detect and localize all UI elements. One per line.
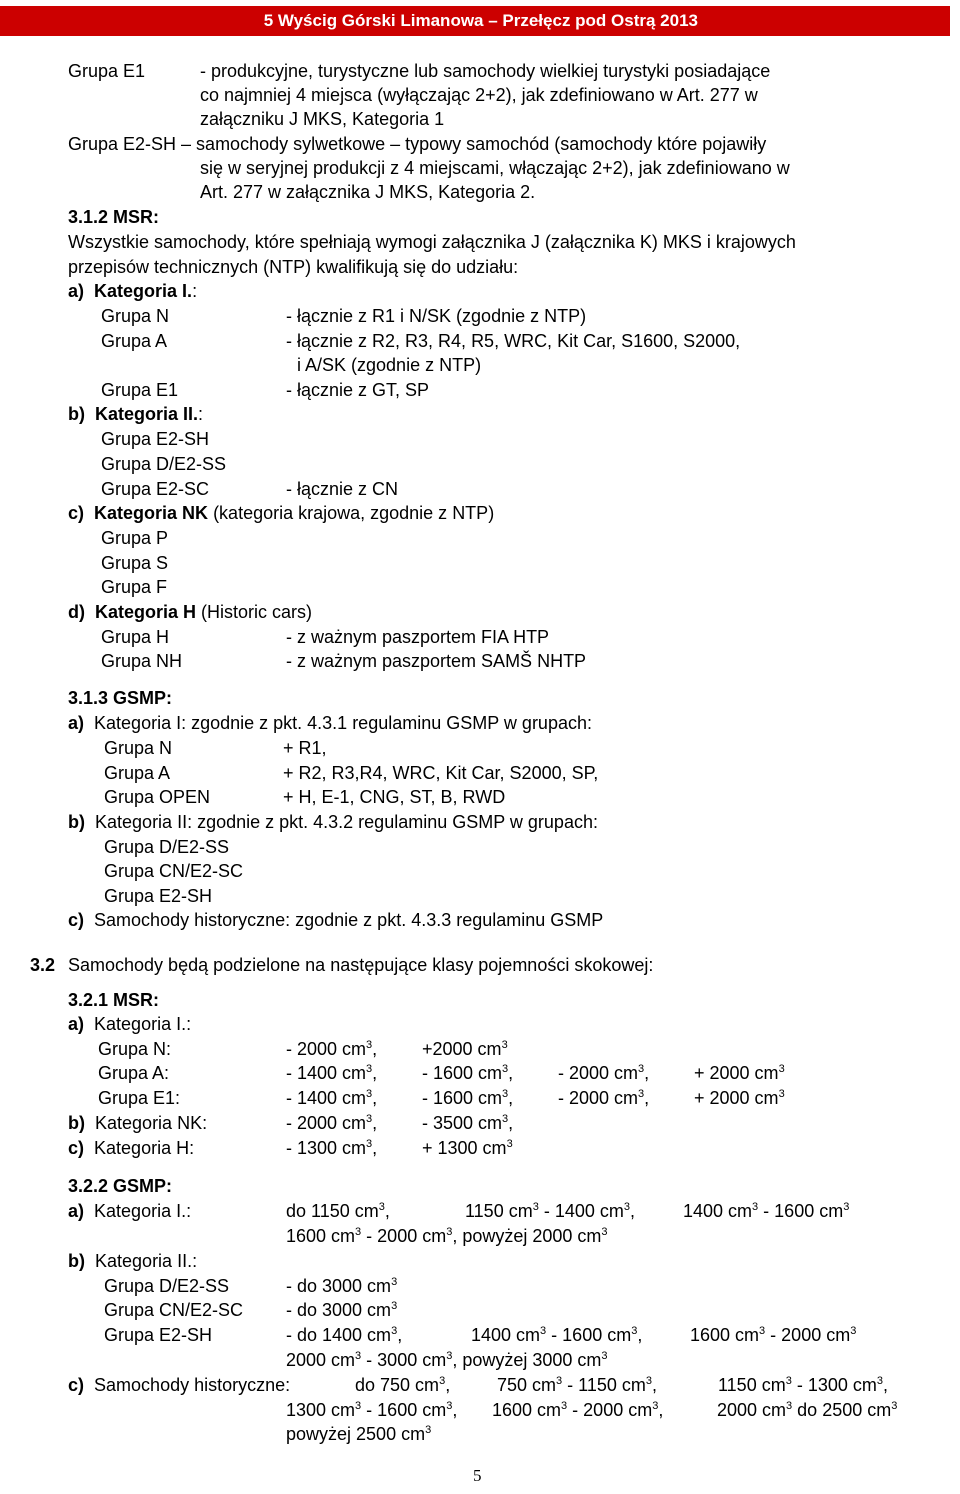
msr-nh-label: Grupa NH <box>101 651 183 671</box>
msr-classes-e1-c3: - 2000 $cm^3$, <box>558 1088 650 1108</box>
gsmp-heading: 3.1.3 GSMP: <box>68 688 173 708</box>
e1-desc-3: załączniku J MKS, Kategoria 1 <box>200 109 445 129</box>
gsmp-classes-e2sh-c2: 1400 $cm^3 - 1600$ $cm^3$, <box>471 1325 643 1345</box>
e1-desc-2: co najmniej 4 miejsca (wyłączając 2+2), jak zdefiniowano w Art. 277 w <box>200 85 758 105</box>
msr-n-desc: - łącznie z R1 i N/SK (zgodnie z NTP) <box>286 306 587 326</box>
msr-classes-nk-c1: - 2000 $cm^3$, <box>286 1113 378 1133</box>
page-number: 5 <box>473 1466 482 1485</box>
gsmp-cat-b: b) Kategoria II: zgodnie z pkt. 4.3.2 regulaminu GSMP w grupach: <box>68 812 598 832</box>
e1-label: Grupa E1 <box>68 61 146 81</box>
gsmp-classes-heading: 3.2.2 GSMP: <box>68 1176 173 1196</box>
msr-intro-1: Wszystkie samochody, które spełniają wymogi załącznika J (załącznika K) MKS i krajowych <box>68 232 796 252</box>
gsmp-de2ss: Grupa D/E2-SS <box>104 837 230 857</box>
msr-cat-b: b) Kategoria II.: <box>68 404 204 424</box>
msr-a-desc-2: i A/SK (zgodnie z NTP) <box>297 355 482 375</box>
page-header <box>0 6 950 36</box>
msr-f: Grupa F <box>101 577 168 597</box>
gsmp-e2sh: Grupa E2-SH <box>104 886 213 906</box>
msr-nh-desc: - z ważnym paszportem SAMŠ NHTP <box>286 651 587 671</box>
msr-h-desc: - z ważnym paszportem FIA HTP <box>286 627 550 647</box>
msr-e2sc-desc: - łącznie z CN <box>286 479 399 499</box>
msr-classes-e1-c1: - 1400 $cm^3$, <box>286 1088 378 1108</box>
gsmp-a-desc: + R2, R3,R4, WRC, Kit Car, S2000, SP, <box>283 763 599 783</box>
gsmp-n-label: Grupa N <box>104 738 173 758</box>
gsmp-classes-h-c5: 1600 $cm^3 - 2000$ $cm^3$, <box>492 1400 664 1420</box>
msr-classes-cat-a: a) Kategoria I.: <box>68 1014 192 1034</box>
msr-classes-h-c1: - 1300 $cm^3$, <box>286 1138 378 1158</box>
msr-classes-a-c2: - 1600 $cm^3$, <box>422 1063 514 1083</box>
msr-intro-2: przepisów technicznych (NTP) kwalifikują się do udziału: <box>68 257 519 277</box>
gsmp-classes-cat-a: a) Kategoria I.: <box>68 1201 192 1221</box>
gsmp-open-desc: + H, E-1, CNG, ST, B, RWD <box>283 787 506 807</box>
msr-e2sc-label: Grupa E2-SC <box>101 479 210 499</box>
gsmp-classes-cat-c: c) Samochody historyczne: <box>68 1375 291 1395</box>
msr-cat-a: a) Kategoria I.: <box>68 281 198 301</box>
msr-classes-a-c1: - 1400 $cm^3$, <box>286 1063 378 1083</box>
gsmp-classes-h-c1: do 750 $cm^3$, <box>355 1375 451 1395</box>
msr-a-label: Grupa A <box>101 331 168 351</box>
msr-heading: 3.1.2 MSR: <box>68 207 160 227</box>
msr-cat-d: d) Kategoria H (Historic cars) <box>68 602 313 622</box>
classes-number: 3.2 <box>30 955 56 975</box>
msr-classes-heading: 3.2.1 MSR: <box>68 990 160 1010</box>
msr-a-desc-1: - łącznie z R2, R3, R4, R5, WRC, Kit Car, S1600, S2000, <box>286 331 741 351</box>
e2-desc-1: Grupa E2-SH – samochody sylwetkowe – typowy samochód (samochody które pojawiły <box>68 134 767 154</box>
msr-classes-nk-c2: - 3500 $cm^3$, <box>422 1113 514 1133</box>
msr-classes-a-label: Grupa A: <box>98 1063 170 1083</box>
msr-e1-label: Grupa E1 <box>101 380 179 400</box>
e2-desc-3: Art. 277 w załącznika J MKS, Kategoria 2. <box>200 182 536 202</box>
msr-classes-cat-c: c) Kategoria H: <box>68 1138 195 1158</box>
msr-classes-e1-c4: + 2000 $cm^3$ <box>694 1088 785 1108</box>
gsmp-classes-h-c4: 1300 $cm^3 - 1600$ $cm^3$, <box>286 1400 458 1420</box>
msr-classes-e1-c2: - 1600 $cm^3$, <box>422 1088 514 1108</box>
gsmp-classes-e2sh-label: Grupa E2-SH <box>104 1325 213 1345</box>
msr-cat-c: c) Kategoria NK (kategoria krajowa, zgodnie z NTP) <box>68 503 495 523</box>
msr-classes-n-c1: - 2000 $cm^3$, <box>286 1039 378 1059</box>
msr-p: Grupa P <box>101 528 169 548</box>
e1-desc-1: - produkcyjne, turystyczne lub samochody wielkiej turystyki posiadające <box>200 61 771 81</box>
gsmp-classes-e2sh-c4: 2000 $cm^3 - 3000$ $cm^3$, powyżej 3000 $cm^3$ <box>286 1350 608 1370</box>
msr-classes-n-label: Grupa N: <box>98 1039 172 1059</box>
gsmp-cat-a: a) Kategoria I: zgodnie z pkt. 4.3.1 regulaminu GSMP w grupach: <box>68 713 592 733</box>
gsmp-classes-a-c2: 1150 $cm^3 - 1400$ $cm^3$, <box>465 1201 636 1221</box>
msr-s: Grupa S <box>101 553 169 573</box>
classes-heading: Samochody będą podzielone na następujące klasy pojemności skokowej: <box>68 955 654 975</box>
msr-classes-e1-label: Grupa E1: <box>98 1088 181 1108</box>
gsmp-classes-h-c7: powyżej 2500 $cm^3$ <box>286 1424 432 1444</box>
gsmp-classes-de2ss-c: - do 3000 $cm^3$ <box>286 1276 398 1296</box>
gsmp-a-label: Grupa A <box>104 763 171 783</box>
msr-classes-n-c2: +2000 $cm^3$ <box>422 1039 508 1059</box>
gsmp-classes-h-c2: 750 $cm^3 - 1150$ $cm^3$, <box>497 1375 657 1395</box>
gsmp-n-desc: + R1, <box>283 738 327 758</box>
gsmp-classes-cat-b: b) Kategoria II.: <box>68 1251 198 1271</box>
msr-classes-a-c4: + 2000 $cm^3$ <box>694 1063 785 1083</box>
gsmp-classes-de2ss-label: Grupa D/E2-SS <box>104 1276 230 1296</box>
msr-classes-h-c2: + 1300 $cm^3$ <box>422 1138 513 1158</box>
gsmp-classes-a-c1: do 1150 $cm^3$, <box>286 1201 390 1221</box>
gsmp-cat-c: c) Samochody historyczne: zgodnie z pkt. 4.3.3 regulaminu GSMP <box>68 910 604 930</box>
msr-e1-desc: - łącznie z GT, SP <box>286 380 430 400</box>
gsmp-classes-e2sh-c3: 1600 $cm^3 - 2000$ $cm^3$ <box>690 1325 857 1345</box>
gsmp-classes-a-c4: 1600 $cm^3 - 2000$ $cm^3$, powyżej 2000 $cm^3$ <box>286 1226 608 1246</box>
msr-classes-cat-b: b) Kategoria NK: <box>68 1113 208 1133</box>
gsmp-classes-cne2sc-c: - do 3000 $cm^3$ <box>286 1300 398 1320</box>
gsmp-classes-cne2sc-label: Grupa CN/E2-SC <box>104 1300 244 1320</box>
header-title: 5 Wyścig Górski Limanowa – Przełęcz pod Ostrą 2013 <box>263 11 698 30</box>
msr-h-label: Grupa H <box>101 627 170 647</box>
msr-classes-a-c3: - 2000 $cm^3$, <box>558 1063 650 1083</box>
msr-n-label: Grupa N <box>101 306 170 326</box>
gsmp-classes-h-c3: 1150 $cm^3 - 1300$ $cm^3$, <box>718 1375 889 1395</box>
gsmp-open-label: Grupa OPEN <box>104 787 211 807</box>
gsmp-classes-e2sh-c1: - do 1400 $cm^3$, <box>286 1325 403 1345</box>
msr-e2sh: Grupa E2-SH <box>101 429 210 449</box>
gsmp-cne2sc: Grupa CN/E2-SC <box>104 861 244 881</box>
e2-desc-2: się w seryjnej produkcji z 4 miejscami, włączając 2+2), jak zdefiniowano w <box>200 158 790 178</box>
gsmp-classes-a-c3: 1400 $cm^3 - 1600$ $cm^3$ <box>683 1201 850 1221</box>
msr-de2ss: Grupa D/E2-SS <box>101 454 227 474</box>
gsmp-classes-h-c6: 2000 $cm^3$ do 2500 $cm^3$ <box>717 1400 898 1420</box>
